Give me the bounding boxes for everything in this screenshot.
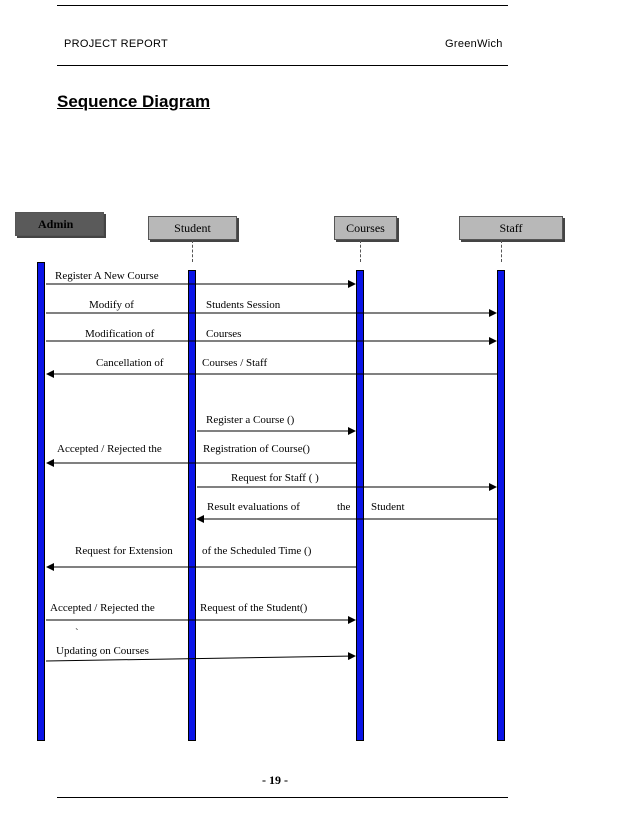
header-right: GreenWich (445, 38, 503, 50)
msg-label: Students Session (206, 299, 281, 311)
msg-label: Student (371, 501, 405, 513)
page-number: - 19 - (262, 773, 288, 787)
msg-label: Modify of (89, 299, 134, 311)
actor-student: Student (148, 216, 237, 240)
msg-label: Courses (206, 328, 242, 340)
msg-label: Register a Course () (206, 414, 295, 426)
footer-rule (57, 797, 508, 798)
page-title: Sequence Diagram (57, 92, 211, 111)
msg-label: Request of the Student() (200, 602, 308, 614)
actor-courses: Courses (334, 216, 397, 240)
msg-label: Registration of Course() (203, 443, 310, 455)
msg-label: Request for Extension (75, 545, 173, 557)
msg-label: Register A New Course (55, 270, 159, 282)
msg-label: the (337, 501, 351, 513)
msg-label: Updating on Courses (56, 645, 149, 657)
msg-label: Accepted / Rejected the (57, 443, 162, 455)
msg-label: Result evaluations of (207, 501, 300, 513)
header-left: PROJECT REPORT (64, 38, 169, 50)
msg-label: Modification of (85, 328, 155, 340)
msg-label: ` (75, 627, 79, 639)
msg-label: Cancellation of (96, 357, 164, 369)
msg-label: Courses / Staff (202, 357, 268, 369)
msg-label: Request for Staff ( ) (231, 472, 319, 484)
actor-staff: Staff (459, 216, 563, 240)
actor-admin: Admin (15, 212, 104, 236)
msg-label: Accepted / Rejected the (50, 602, 155, 614)
msg-label: of the Scheduled Time () (202, 545, 312, 557)
